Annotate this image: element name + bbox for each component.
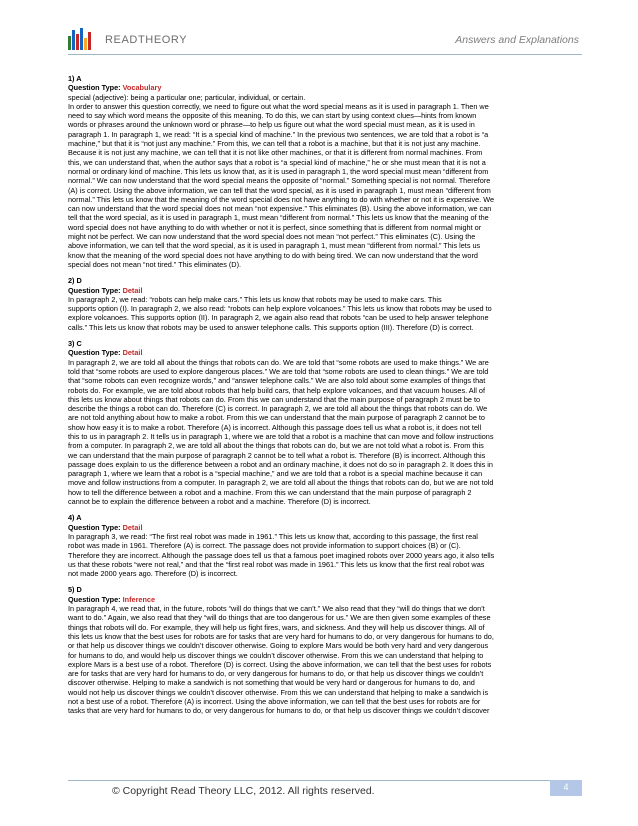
question-type bbox=[68, 523, 582, 532]
question-type-label: Question Type: bbox=[68, 348, 123, 358]
question-type-value: Detail bbox=[122, 285, 143, 295]
explanation-line: discover otherwise. Helping to make a sandwich is not something that would be very hard or dangerous for humans to do, and bbox=[68, 678, 475, 688]
answer-5 bbox=[68, 585, 582, 715]
explanation-line: things that robots will do. For example, they will help us fight fires, wars, and sickness. And they will help us discover things. All of bbox=[68, 622, 485, 632]
explanation-line: told that “some robots are used to explore dangerous places.” We are told that “some robots are used to clean things.” We are told bbox=[68, 366, 489, 376]
explanation-line: want to do.” Again, we also read that they “will do things that are too dangerous for us.” We are then given some examples of these bbox=[68, 613, 491, 623]
explanation-line: this lets us know about things that robots can do. From this we can understand that the main purpose of paragraph 2 must be to bbox=[68, 394, 481, 404]
explanation-line: this, we can understand that, when the author says that a robot is “a special kind of machine,” he or she must mean that it is not a bbox=[68, 157, 486, 167]
explanation-line: this lets us know that the best uses for robots are for tasks that are very hard for humans to do, or very dangerous for humans to do, bbox=[68, 631, 494, 641]
answer-2 bbox=[68, 276, 582, 332]
explanation-line: special (adjective): being a particular one; particular, individual, or certain. bbox=[68, 92, 306, 102]
explanation-line: Therefore they are incorrect. Although the passage does tell us that a famous poet imagined robots over 2000 years ago, it also tells bbox=[68, 550, 495, 560]
explanation-line: show how easy it is to make a robot. Therefore (A) is incorrect. Although this passage does tell us what a robot is, it does not tell bbox=[68, 422, 482, 432]
explanation-line: not made 2000 years ago. Therefore (D) is incorrect. bbox=[68, 569, 238, 579]
explanation-line: robots do. For example, we are told about robots that help build cars, that help explore volcanoes, and that vacuum houses. All of bbox=[68, 385, 485, 395]
question-type-label: Question Type: bbox=[68, 594, 123, 604]
explanation-line: machine,” but that it is “not just any machine.” From this, we can tell that a robot is a machine, but that it is not just any machine. bbox=[68, 139, 481, 149]
question-type bbox=[68, 286, 582, 295]
explanation-line: explore Mars is a best use of a robot. Therefore (D) is correct. Using the above information, we can tell that the best uses for robots bbox=[68, 659, 492, 669]
question-type-value: Vocabulary bbox=[122, 83, 162, 93]
question-type-value: Detail bbox=[122, 522, 143, 532]
explanation-line: passage does explain to us the difference between a robot and an ordinary machine, it does not do so in paragraph 2. It does this in bbox=[68, 459, 493, 469]
explanation-line: above information, we can tell that the word special, as it is used in paragraph 1, must mean “different from normal.” This lets us bbox=[68, 241, 481, 251]
answer-heading: 1) A bbox=[68, 74, 82, 83]
explanation-line: or that help us discover things we couldn’t discover otherwise. Going to explore Mars would be both very hard and very dangerous bbox=[68, 641, 489, 651]
question-type bbox=[68, 348, 582, 357]
explanation-line: need to say which word means the opposite of this meaning. To do this, we can start by using context clues—hints from known bbox=[68, 111, 477, 121]
explanation-line: that “some robots can even recognize words,” and “answer telephone calls.” We are also told about some examples of things that bbox=[68, 376, 486, 386]
explanation-line: from a computer. In paragraph 2, we are told all about the things that robots can do, but we are not told what a robot is. From this bbox=[68, 441, 484, 451]
answers-content bbox=[68, 74, 582, 723]
explanation-line: special does not mean “not tired.” This eliminates (D). bbox=[68, 259, 242, 269]
explanation-line: Because it is not just any machine, we can tell that it is not like other machines, or that it is different from normal machines. From bbox=[68, 148, 483, 158]
explanation-line: supports option (I). In paragraph 2, we also read: “robots can help explore volcanoes.” This lets us know that robots may be used to bbox=[68, 304, 492, 314]
explanation-line: In order to answer this question correctly, we need to figure out what the word special means as it is used in paragraph 1. Then we bbox=[68, 101, 489, 111]
explanation-line: tasks that are very hard for humans to do, or very dangerous for humans to do, or that help us discover things we couldn’t discover bbox=[68, 706, 490, 716]
explanation-line: normal.” We can now understand that the word special means the opposite of “normal.” Something special is not normal. Therefore bbox=[68, 176, 491, 186]
header-divider bbox=[68, 54, 582, 55]
explanation-line: (A) is correct. Using the above information, we can tell that the word special, as it is used in paragraph 1, must mean “different from bbox=[68, 185, 491, 195]
footer-divider bbox=[68, 780, 550, 781]
explanation-line: us that these robots “were not real,” and that the “first real robot was made in 1961.” This lets us know that the first real robot was bbox=[68, 559, 485, 569]
answer-heading: 2) D bbox=[68, 276, 82, 286]
question-type bbox=[68, 83, 582, 92]
question-type bbox=[68, 595, 582, 604]
page-number: 4 bbox=[550, 780, 582, 796]
explanation-line: tell that the word special, as it is used in paragraph 1, must mean “different from normal.” This lets us know that the meaning of the bbox=[68, 213, 489, 223]
explanation-line: In paragraph 3, we read: “The first real robot was made in 1961.” This lets us know that, according to this passage, the first real bbox=[68, 531, 478, 541]
explanation-line: robot was made in 1961. Therefore (A) is correct. The passage does not provide information to support choices (B) or (C). bbox=[68, 541, 461, 551]
explanation-line: would not help us discover things we couldn’t discover otherwise. From this we can understand that helping to make a sandwich is bbox=[68, 687, 489, 697]
brand-name: READTHEORY bbox=[105, 34, 188, 46]
question-type-label: Question Type: bbox=[68, 83, 123, 93]
explanation-line: not a best use of a robot. Therefore (A) is incorrect. Using the above information, we can tell that the best uses for robots are for bbox=[68, 697, 481, 706]
header-section-title: Answers and Explanations bbox=[455, 34, 579, 46]
answer-heading: 5) D bbox=[68, 585, 82, 595]
explanation-line: calls.” This lets us know that robots may be used to answer telephone calls. This supports option (III). Therefore (D) is correct. bbox=[68, 322, 474, 332]
explanation-line: describe the things a robot can do. Therefore (C) is correct. In paragraph 2, we are told all about the things that robots can do. We bbox=[68, 404, 488, 414]
explanation-line: normal or ordinary kind of machine. This lets us know that, as it is used in paragraph 1, the word special must mean “different from bbox=[68, 166, 489, 176]
explanation-line: move and follow instructions from a computer. In paragraph 2, we are told all about the things that robots can do, but we are not told bbox=[68, 478, 494, 488]
answer-4 bbox=[68, 513, 582, 578]
question-type-label: Question Type: bbox=[68, 285, 123, 295]
answer-1 bbox=[68, 74, 582, 269]
explanation-line: we can understand that the main purpose of paragraph 2 cannot be to tell what a robot is. Therefore (B) is incorrect. Although this bbox=[68, 450, 486, 460]
question-type-value: Inference bbox=[122, 594, 156, 604]
copyright-text: © Copyright Read Theory LLC, 2012. All rights reserved. bbox=[112, 785, 375, 797]
explanation-line: In paragraph 4, we read that, in the future, robots “will do things that we can’t.” We also read that they “will do things that we don’t bbox=[68, 604, 485, 614]
explanation-line: how to tell the difference between a robot and a machine. From this we can understand that the main purpose of paragraph 2 bbox=[68, 487, 472, 497]
answer-3 bbox=[68, 339, 582, 506]
explanation-line: can now understand that the word special does not mean “not expensive.” This eliminates (B). Using the above information, we can bbox=[68, 204, 492, 214]
explanation-line: are for tasks that are very hard for humans to do, or very dangerous for humans to do, or that help us discover things we couldn’t bbox=[68, 669, 484, 679]
explanation-line: words or phrases around the unknown word or phrase—to help us figure out what the word special must mean, as it is used in bbox=[68, 120, 475, 130]
explanation-line: paragraph 1, where we learn that a robot is a “special machine,” and we are told that a robot is a special machine because it can bbox=[68, 469, 483, 479]
explanation-line: for humans to do, and would help us discover things we couldn’t discover otherwise. From this we can understand that helping to bbox=[68, 650, 484, 660]
explanation-line: In paragraph 2, we are told all about the things that robots can do. We are told that “some robots are used to make things.” We are bbox=[68, 357, 489, 367]
explanation-line: paragraph 1. In paragraph 1, we read: “It is a special kind of machine.” In the previous two sentences, we are told that a robot is “a bbox=[68, 129, 489, 139]
readtheory-logo bbox=[68, 28, 92, 50]
explanation-line: are not told anything about how to make a robot. From this we can understand that the main purpose of paragraph 2 cannot be to bbox=[68, 413, 485, 423]
explanation-line: this to us in paragraph 2. It tells us in paragraph 1, where we are told that a robot is a machine that can move and follow instructions bbox=[68, 431, 494, 441]
page-header bbox=[68, 20, 582, 54]
explanation-line: word special does not have anything to do with whether or not it is perfect, since something that is different from normal might or bbox=[68, 222, 482, 232]
explanation-line: cannot be to explain the difference between a robot and a machine. Therefore (D) is incorrect. bbox=[68, 497, 371, 507]
question-type-label: Question Type: bbox=[68, 522, 123, 532]
explanation-line: explore volcanoes. This supports option (II). In paragraph 2, we again also read that robots “can be used to help answer telephone bbox=[68, 313, 489, 323]
question-type-value: Detail bbox=[122, 348, 143, 358]
answer-heading: 4) A bbox=[68, 513, 82, 523]
explanation-line: might not be perfect. We can now understand that the word special does not mean “not perfect.” This eliminates (C). Using the bbox=[68, 232, 476, 242]
explanation-line: know that the meaning of the word special does not have anything to do with being tired. We can now understand that the word bbox=[68, 250, 478, 260]
explanation-line: In paragraph 2, we read: “robots can help make cars.” This lets us know that robots may be used to make cars. This bbox=[68, 294, 442, 304]
explanation-line: normal.” This lets us know that the meaning of the word special does not have anything to do with whether or not it is expensive. We bbox=[68, 194, 495, 204]
answer-heading: 3) C bbox=[68, 339, 82, 349]
